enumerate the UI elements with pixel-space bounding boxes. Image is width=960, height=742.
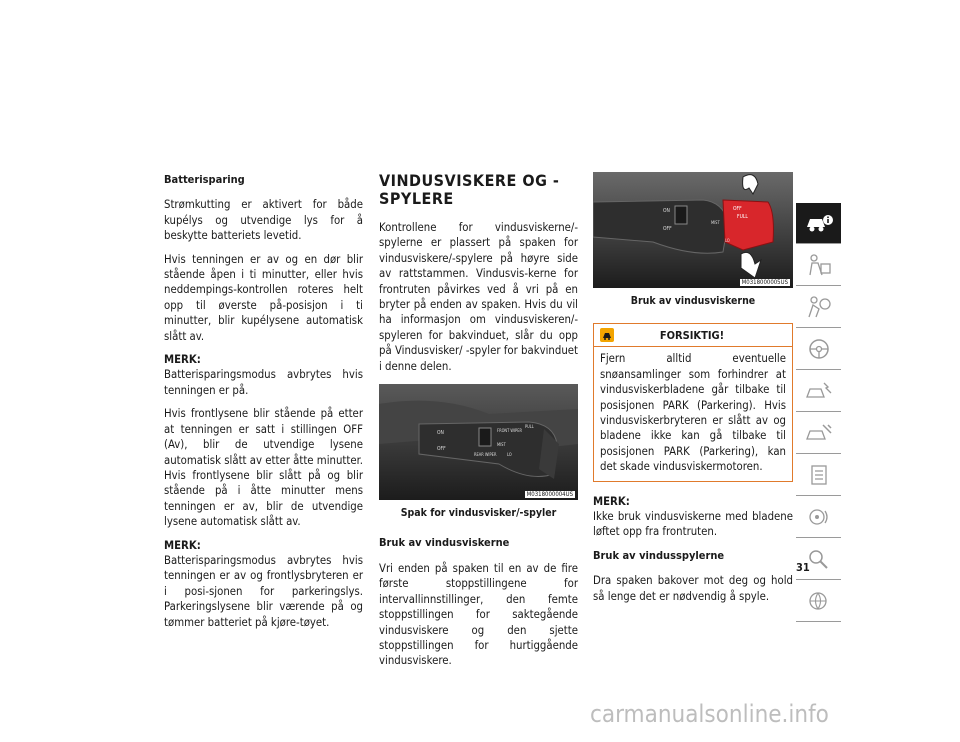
column-left	[164, 172, 363, 638]
figure-caption: Spak for vindusvisker/-spyler	[400, 507, 557, 520]
steering-wheel-icon	[804, 337, 834, 361]
paragraph: Hvis frontlysene blir stående på etter at tenningen er satt i stillingen OFF (Av), blir de utvendige lysene automatisk slått av etter åtte minutter. Hvis frontlysene blir slått på og blir stående på i åtte minutter mens tenningen er av, blir de utvendige lysene automatisk slått av.	[164, 407, 363, 529]
note-label: MERK:	[164, 353, 201, 367]
airbag-icon	[804, 295, 834, 319]
car-info-icon	[804, 212, 834, 234]
wiper-lever-illustration	[379, 384, 578, 500]
figure-caption: Bruk av vindusviskerne	[630, 295, 756, 307]
tab-specifications[interactable]	[796, 455, 841, 496]
wiper-lever-photo	[379, 384, 578, 500]
language-icon	[804, 589, 834, 613]
caution-title: FORSIKTIG!	[659, 328, 725, 342]
car-crash-icon	[804, 379, 834, 403]
car-service-icon	[804, 421, 834, 445]
paragraph: Hvis tenningen er av og en dør blir stående åpen i ti minutter, eller hvis neddempings-kontrollen roteres helt opp til øverste på-posisjon i ti minutter, blir kupélysene automatisk slått av.	[164, 252, 363, 343]
paragraph: Kontrollene for vindusviskerne/-spylerne er plassert på spaken for vindusviskere/-spylere på høyre side av rattstammen. Vindusvis-kerne for frontruten påvirkes ved å vri på en bryter på enden av spaken. Hvis du vil ha informasjon om vindusviskeren/-spyleren for bakvinduet, slår du opp på Vindusvisker/ -spyler for bakvinduet i denne delen.	[379, 221, 578, 373]
label-off: OFF	[663, 226, 672, 232]
paragraph: Dra spaken bakover mot deg og hold så lenge det er nødvendig å spyle.	[593, 574, 793, 603]
page-number: 31	[796, 561, 810, 574]
label-mist: MIST	[711, 220, 720, 225]
paragraph: Vri enden på spaken til en av de fire første stoppstillingene for intervallinnstillinger, den femte stoppstillingen for saktegående vindusviskere og den sjette stoppstillingen for hurtiggående vindusviskere.	[379, 561, 578, 668]
note-body: Batterisparingsmodus avbrytes hvis tenningen er av og frontlysbryteren er i posi-sjonen for parkeringslys. Parkeringslysene blir værende på og tømmer batteriet på kjøre-tøyet.	[164, 553, 363, 629]
tab-multimedia[interactable]	[796, 497, 841, 538]
wiper-operation-photo	[593, 172, 793, 288]
label-off-red: OFF	[733, 206, 742, 212]
multimedia-icon	[804, 505, 834, 529]
label-on: ON	[437, 430, 444, 437]
subsection-heading: Bruk av vindusspylerne	[593, 548, 725, 562]
column-middle	[379, 172, 578, 677]
caution-header	[594, 324, 792, 347]
label-on: ON	[663, 208, 670, 214]
caution-box	[593, 323, 793, 481]
section-heading: Batterisparing	[164, 173, 245, 186]
chapter-tabs	[796, 203, 841, 623]
figure-code: M0318000005US	[741, 279, 788, 286]
label-pull: PULL	[525, 424, 534, 430]
label-full: FULL	[737, 214, 748, 220]
label-mist: MIST	[497, 442, 506, 448]
label-rear-wiper: REAR WIPER	[474, 452, 497, 458]
warning-car-icon	[600, 328, 614, 342]
note-body: Ikke bruk vindusviskerne med bladene løftet opp fra frontruten.	[593, 510, 793, 539]
note-label: MERK:	[164, 538, 201, 552]
tab-languages[interactable]	[796, 581, 841, 622]
person-safety-icon	[804, 253, 834, 277]
label-off: OFF	[437, 446, 446, 453]
caution-body: Fjern alltid eventuelle snøansamlinger som forhindrer at vindusviskerbladene går tilbake til posisjonen PARK (Parkering). Hvis vindusviskerbryteren er slått av og bladene ikke kan gå tilbake til posisjonen PARK (Parkering), kan det skade vindusviskermotoren.	[600, 352, 786, 474]
paragraph: Strømkutting er aktivert for både kupélys og utvendige lys for å beskytte batteriets levetid.	[164, 198, 363, 243]
tab-safety-child[interactable]	[796, 245, 841, 286]
label-lo: LO	[507, 452, 512, 458]
tab-driving[interactable]	[796, 329, 841, 370]
column-right	[593, 172, 793, 612]
subsection-heading: Bruk av vindusviskerne	[379, 536, 510, 550]
tab-vehicle-info[interactable]	[796, 203, 841, 244]
wiper-operation-illustration	[593, 172, 793, 288]
tab-airbags[interactable]	[796, 287, 841, 328]
label-front-wiper: FRONT WIPER	[497, 428, 522, 434]
label-lo: LO	[725, 238, 730, 243]
watermark: carmanualsonline.info	[590, 700, 829, 728]
note-label: MERK:	[593, 494, 630, 508]
tab-service[interactable]	[796, 413, 841, 454]
checklist-icon	[804, 463, 834, 487]
figure-code: M0318000004US	[526, 491, 573, 499]
tab-emergency[interactable]	[796, 371, 841, 412]
note-body: Batterisparingsmodus avbrytes hvis tenningen er på.	[164, 368, 363, 397]
chapter-heading: VINDUSVISKERE OG -SPYLERE	[379, 171, 560, 208]
